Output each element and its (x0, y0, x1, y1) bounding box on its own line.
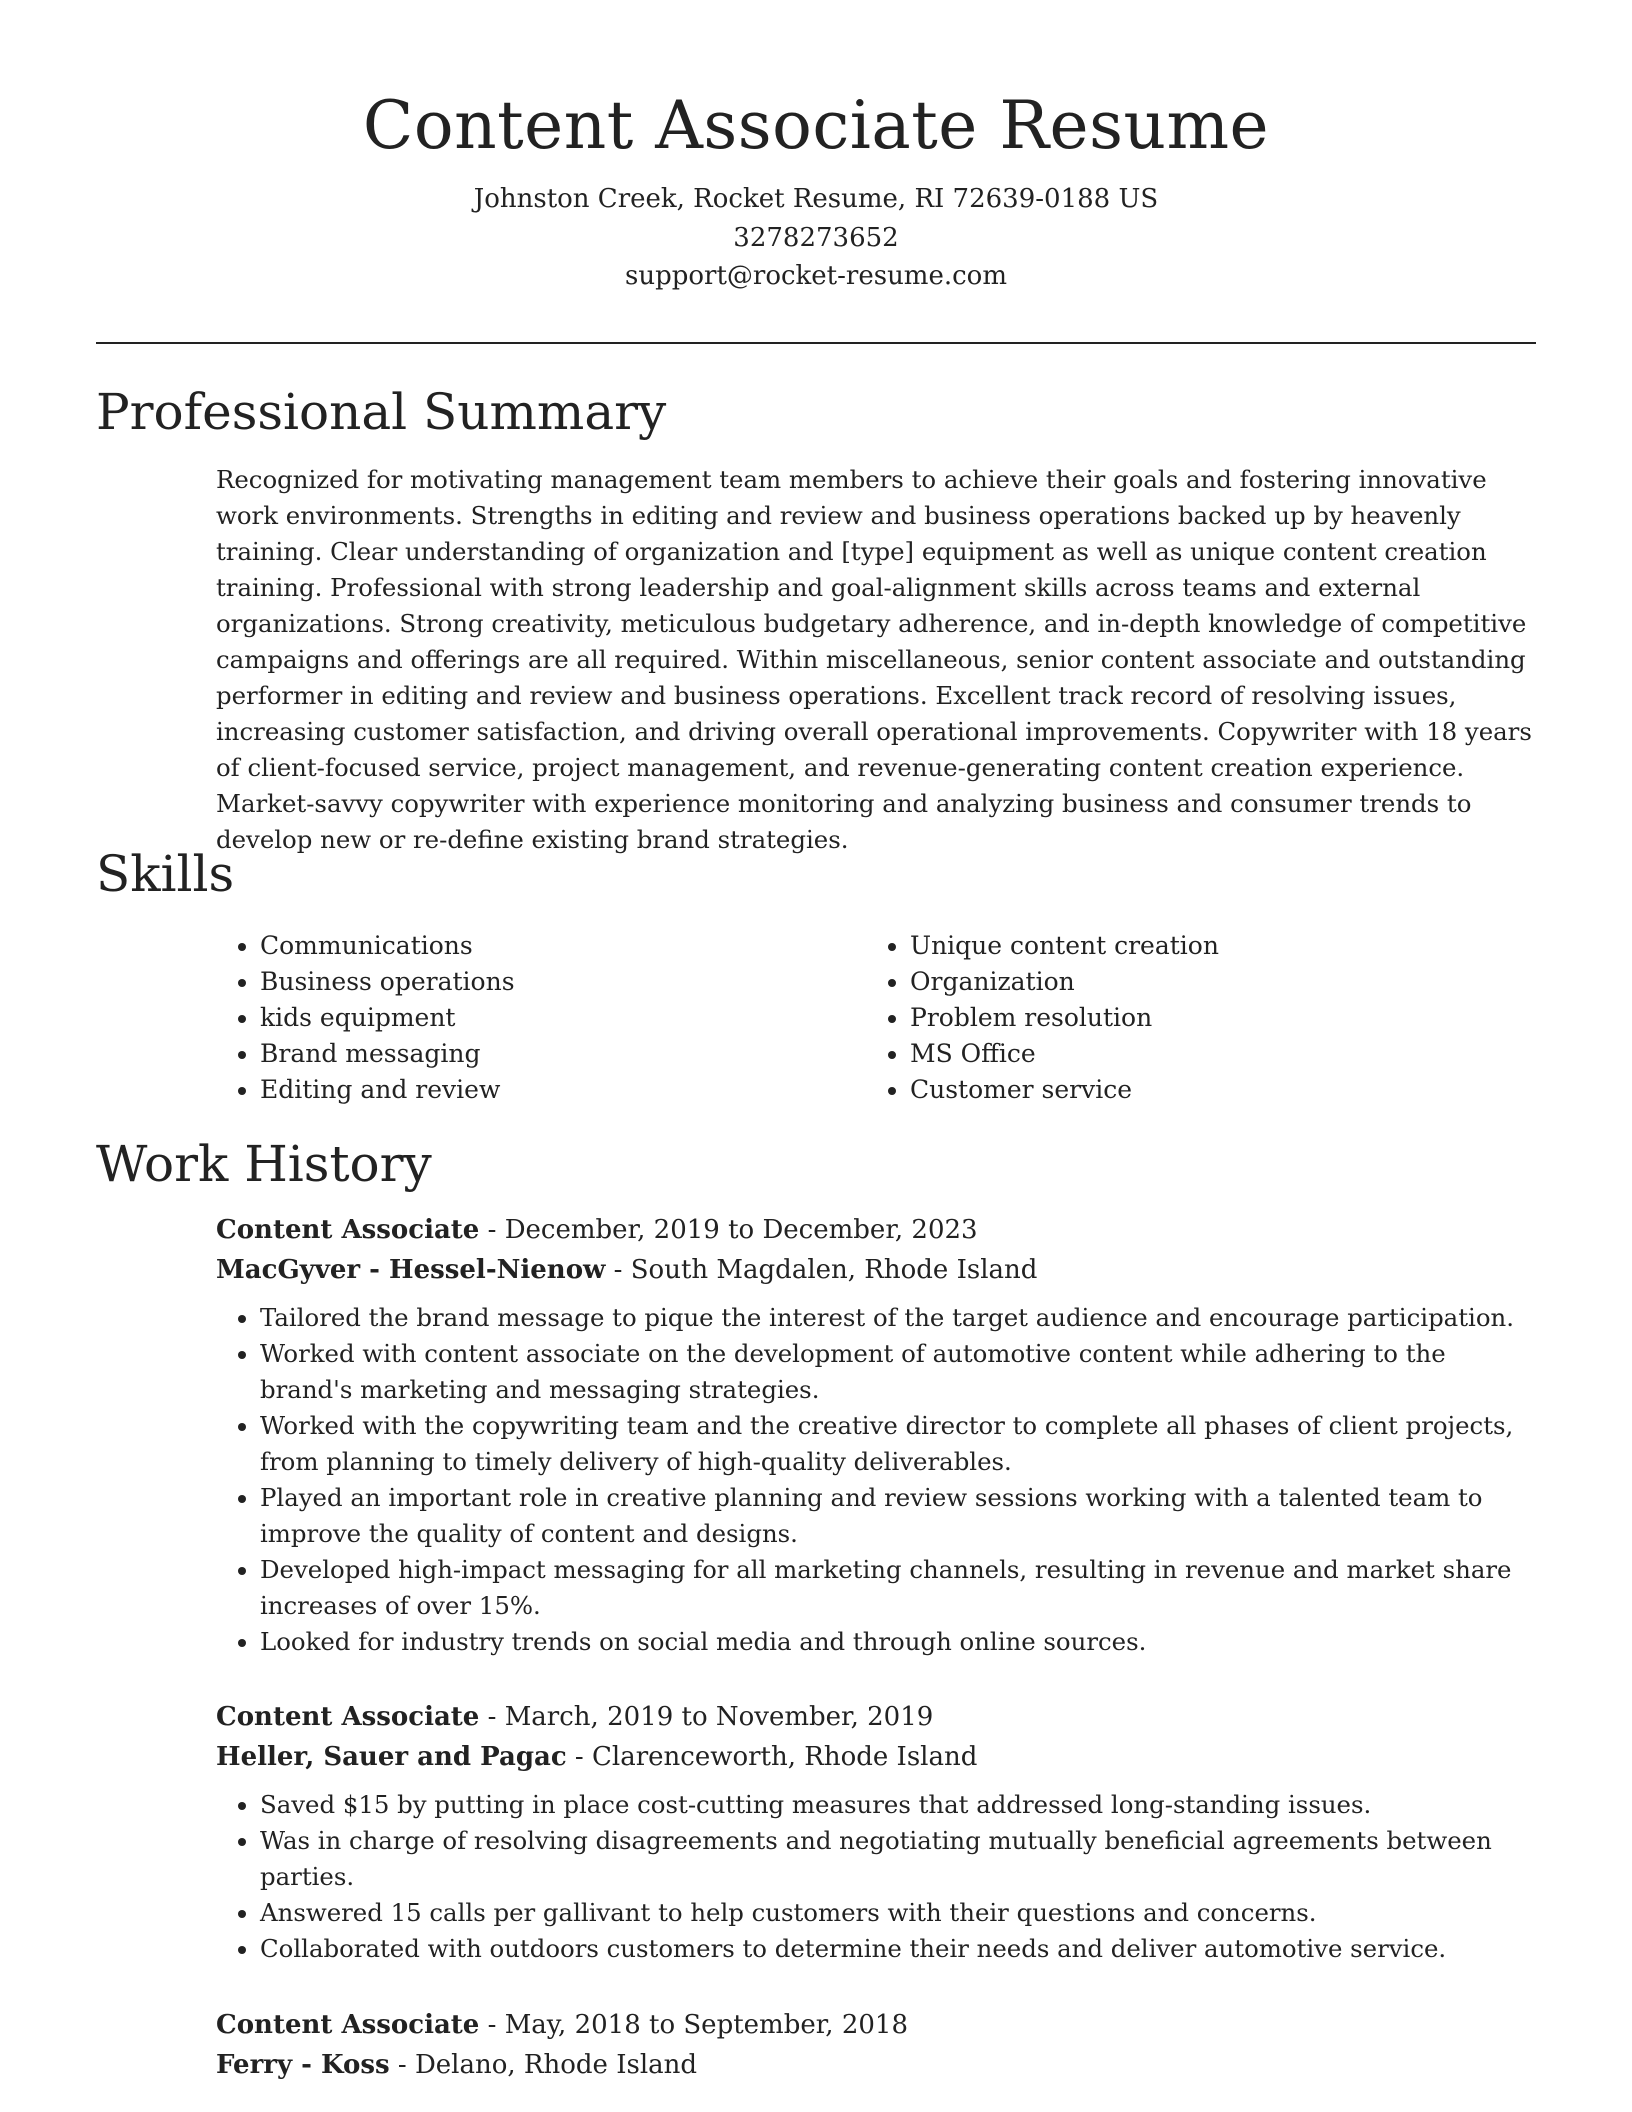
job-company: Heller, Sauer and Pagac (216, 1742, 567, 1772)
job-company-line: MacGyver - Hessel-Nienow - South Magdalen, Rhode Island (216, 1255, 1038, 1285)
job-title: Content Associate (216, 1215, 480, 1245)
job-bullet: • Was in charge of resolving disagreements and negotiating mutually beneficial agreements between parties. (260, 1823, 1536, 1895)
contact-phone: 3278273652 (733, 222, 899, 253)
contact-address: Johnston Creek, Rocket Resume, RI 72639-0188 US (473, 184, 1159, 214)
skill-item: • MS Office (910, 1036, 1219, 1072)
job-location: Delano, Rhode Island (414, 2050, 698, 2080)
skill-item: • Problem resolution (910, 1000, 1219, 1036)
summary-heading: Professional Summary (96, 383, 667, 441)
job-bullet: • Worked with the copywriting team and the creative director to complete all phases of client projects, from planning to timely delivery of high-quality deliverables. (260, 1408, 1536, 1480)
skill-item: • Customer service (910, 1072, 1219, 1108)
skill-item: • Brand messaging (260, 1036, 515, 1072)
job-title-line: Content Associate - March, 2019 to November, 2019 (216, 1702, 934, 1732)
job-company: Ferry - Koss (216, 2050, 390, 2080)
resume-header (0, 0, 1632, 296)
skills-heading: Skills (96, 845, 235, 903)
job-entry (216, 2005, 1536, 2085)
job-company-line: Heller, Sauer and Pagac - Clarenceworth, Rhode Island (216, 1742, 978, 1772)
job-company: MacGyver - Hessel-Nienow (216, 1255, 606, 1285)
summary-text: Recognized for motivating management team members to achieve their goals and fostering innovative work environments. Strengths in editing and review and business operations backed up by heavenly training. Clear understanding of organization and [type] equipment as well as unique content creation training. Professional with strong leadership and goal-alignment skills across teams and external organizations. Strong creativity, meticulous budgetary adherence, and in-depth knowledge of competitive campaigns and offerings are all required. Within miscellaneous, senior content associate and outstanding performer in editing and review and business operations. Excellent track record of resolving issues, increasing customer satisfaction, and driving overall operational improvements. Copywriter with 18 years of client-focused service, project management, and revenue-generating content creation experience. Market-savvy copywriter with experience monitoring and analyzing business and consumer trends to develop new or re-define existing brand strategies. (216, 465, 1532, 854)
contact-email: support@rocket-resume.com (624, 261, 1007, 291)
job-title: Content Associate (216, 1702, 480, 1732)
job-location: Clarenceworth, Rhode Island (592, 1742, 978, 1772)
skills-list-left (216, 928, 515, 1108)
job-bullet: • Tailored the brand message to pique the interest of the target audience and encourage participation. (260, 1300, 1536, 1336)
skill-item: • Unique content creation (910, 928, 1219, 964)
skills-list-right (866, 928, 1219, 1108)
job-entry (216, 1697, 1536, 1967)
skill-item: • Communications (260, 928, 515, 964)
skill-item: • Business operations (260, 964, 515, 1000)
job-dates: December, 2019 to December, 2023 (504, 1215, 978, 1245)
job-bullet: • Answered 15 calls per gallivant to help customers with their questions and concerns. (260, 1895, 1536, 1931)
job-bullet: • Looked for industry trends on social media and through online sources. (260, 1624, 1536, 1660)
job-bullet: • Developed high-impact messaging for all marketing channels, resulting in revenue and market share increases of over 15%. (260, 1552, 1536, 1624)
job-location: South Magdalen, Rhode Island (630, 1255, 1038, 1285)
job-title-line: Content Associate - December, 2019 to December, 2023 (216, 1215, 978, 1245)
job-title-line: Content Associate - May, 2018 to September, 2018 (216, 2010, 909, 2040)
job-company-line: Ferry - Koss - Delano, Rhode Island (216, 2050, 698, 2080)
skill-item: • kids equipment (260, 1000, 515, 1036)
job-bullets (216, 1300, 1536, 1660)
work-history-heading: Work History (96, 1135, 432, 1193)
job-bullet: • Saved $15 by putting in place cost-cutting measures that addressed long-standing issues. (260, 1787, 1536, 1823)
job-bullet: • Played an important role in creative planning and review sessions working with a talented team to improve the quality of content and designs. (260, 1480, 1536, 1552)
contact-block (0, 180, 1632, 296)
job-bullets (216, 1787, 1536, 1967)
job-dates: March, 2019 to November, 2019 (504, 1702, 934, 1732)
job-bullet: • Collaborated with outdoors customers to determine their needs and deliver automotive service. (260, 1931, 1536, 1967)
job-entry (216, 1210, 1536, 1660)
job-dates: May, 2018 to September, 2018 (504, 2010, 909, 2040)
page-title: Content Associate Resume (362, 87, 1270, 164)
job-title: Content Associate (216, 2010, 480, 2040)
skill-item: • Editing and review (260, 1072, 515, 1108)
job-bullet: • Worked with content associate on the development of automotive content while adhering to the brand's marketing and messaging strategies. (260, 1336, 1536, 1408)
header-divider (96, 342, 1536, 344)
skill-item: • Organization (910, 964, 1219, 1000)
